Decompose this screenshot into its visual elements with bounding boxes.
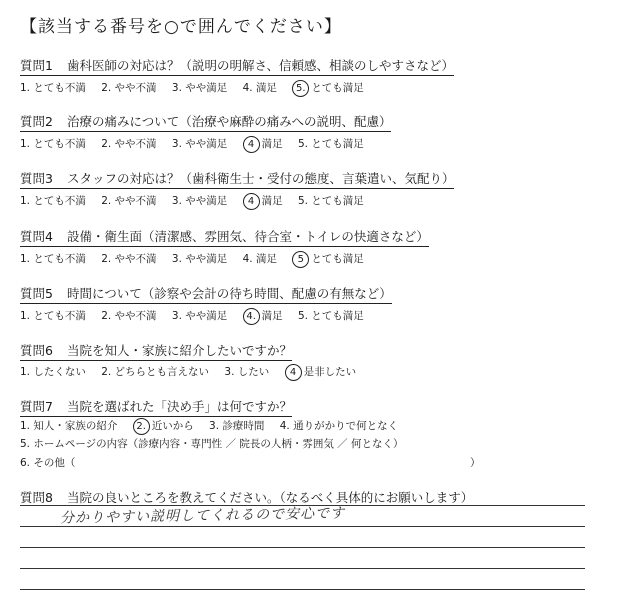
selected-circle-mark: 2.	[133, 418, 150, 435]
q4-option-3[interactable]: 3. やや満足	[171, 253, 228, 265]
q6-option-4-text: 是非したい	[303, 366, 357, 378]
handwritten-answer[interactable]: 分かりやすい説明してくれるので安心です	[59, 505, 346, 527]
question-1-label: 質問1	[20, 58, 53, 73]
q6-option-4-selected[interactable]	[285, 364, 357, 381]
question-4-label: 質問4	[20, 229, 53, 244]
q1-option-1[interactable]: 1. とても不満	[20, 82, 86, 94]
q7-option-1[interactable]: 1. 知人・家族の紹介	[20, 420, 118, 432]
question-2	[20, 112, 391, 132]
q4-option-2[interactable]: 2. やや不満	[101, 253, 157, 265]
q7-option-2-text: 近いから	[151, 420, 194, 432]
question-7-label: 質問7	[20, 399, 53, 414]
q2-option-1[interactable]: 1. とても不満	[20, 138, 86, 150]
question-5-options	[20, 308, 376, 325]
selected-circle-mark: 4	[285, 364, 302, 381]
q6-option-3[interactable]: 3. したい	[224, 366, 270, 378]
selected-circle-mark: 5	[292, 251, 309, 268]
q5-option-5[interactable]: 5. とても満足	[297, 310, 364, 322]
q6-option-1[interactable]: 1. したくない	[20, 366, 86, 378]
answer-line-5	[20, 589, 585, 590]
q5-option-4-text: 満足	[261, 310, 283, 322]
question-4-options	[20, 251, 376, 268]
q1-option-5-selected[interactable]	[292, 80, 364, 97]
answer-line-1	[20, 505, 585, 506]
answer-line-2	[20, 526, 585, 527]
q1-option-5-text: とても満足	[311, 82, 364, 94]
question-2-label: 質問2	[20, 114, 53, 129]
q7-option-6[interactable]: 6. その他（	[20, 457, 76, 469]
q5-option-1[interactable]: 1. とても不満	[20, 310, 86, 322]
selected-circle-mark: 4	[243, 136, 260, 153]
q4-option-5-text: とても満足	[311, 253, 364, 265]
question-7-text: 当院を選ばれた「決め手」は何ですか？	[66, 399, 292, 414]
q1-option-3[interactable]: 3. やや満足	[171, 82, 228, 94]
question-4	[20, 227, 429, 247]
q1-option-4[interactable]: 4. 満足	[242, 82, 277, 94]
question-6-label: 質問6	[20, 343, 53, 358]
q7-option-4[interactable]: 4. 通りがかりで何となく	[279, 420, 399, 432]
question-5	[20, 284, 392, 304]
question-7-options-row1	[20, 418, 410, 435]
q2-option-3[interactable]: 3. やや満足	[171, 138, 228, 150]
selected-circle-mark: 4.	[243, 308, 260, 325]
selected-circle-mark: 4	[243, 193, 260, 210]
q7-option-5[interactable]: 5. ホームページの内容（診療内容・専門性 ／ 院長の人柄・雰囲気 ／ 何となく）	[20, 438, 404, 450]
question-2-options	[20, 136, 376, 153]
q7-option-2-selected[interactable]	[133, 418, 194, 435]
q5-option-3[interactable]: 3. やや満足	[171, 310, 228, 322]
q5-option-2[interactable]: 2. やや不満	[101, 310, 157, 322]
question-1-options	[20, 80, 376, 97]
q3-option-5[interactable]: 5. とても満足	[297, 195, 364, 207]
question-6-options	[20, 364, 368, 381]
question-3-options	[20, 193, 376, 210]
q2-option-2[interactable]: 2. やや不満	[101, 138, 157, 150]
q6-option-2[interactable]: 2. どちらとも言えない	[101, 366, 210, 378]
question-3	[20, 169, 454, 189]
q3-option-4-text: 満足	[261, 195, 283, 207]
question-6-text: 当院を知人・家族に紹介したいですか？	[66, 343, 292, 358]
q2-option-4-selected[interactable]	[243, 136, 283, 153]
question-5-label: 質問5	[20, 286, 53, 301]
survey-header: 【該当する番号を○で囲んでください】	[20, 17, 342, 37]
q5-option-4-selected[interactable]	[243, 308, 283, 325]
question-6	[20, 341, 292, 361]
question-1-text: 歯科医師の対応は？（説明の明解さ、信頼感、相談のしやすさなど）	[66, 58, 454, 73]
q3-option-1[interactable]: 1. とても不満	[20, 195, 86, 207]
q2-option-5[interactable]: 5. とても満足	[297, 138, 364, 150]
q7-option-3[interactable]: 3. 診療時間	[209, 420, 265, 432]
q3-option-4-selected[interactable]	[243, 193, 283, 210]
question-1	[20, 56, 454, 76]
question-7	[20, 397, 292, 417]
selected-circle-mark: 5.	[292, 80, 309, 97]
question-2-text: 治療の痛みについて（治療や麻酔の痛みへの説明、配慮）	[66, 114, 392, 129]
q4-option-5-selected[interactable]	[292, 251, 364, 268]
q4-option-1[interactable]: 1. とても不満	[20, 253, 86, 265]
question-3-label: 質問3	[20, 171, 53, 186]
question-8-text: 当院の良いところを教えてください。（なるべく具体的にお願いします）	[66, 490, 474, 505]
q3-option-2[interactable]: 2. やや不満	[101, 195, 157, 207]
question-4-text: 設備・衛生面（清潔感、雰囲気、待合室・トイレの快適さなど）	[66, 229, 429, 244]
q7-option-6-close-paren: ）	[470, 457, 481, 469]
q3-option-3[interactable]: 3. やや満足	[171, 195, 228, 207]
q2-option-4-text: 満足	[261, 138, 283, 150]
question-5-text: 時間について（診察や会計の待ち時間、配慮の有無など）	[66, 286, 392, 301]
q1-option-2[interactable]: 2. やや不満	[101, 82, 157, 94]
question-8-label: 質問8	[20, 490, 53, 505]
q4-option-4[interactable]: 4. 満足	[242, 253, 277, 265]
answer-line-4	[20, 568, 585, 569]
question-3-text: スタッフの対応は？（歯科衛生士・受付の態度、言葉遣い、気配り）	[66, 171, 455, 186]
answer-line-3	[20, 547, 585, 548]
